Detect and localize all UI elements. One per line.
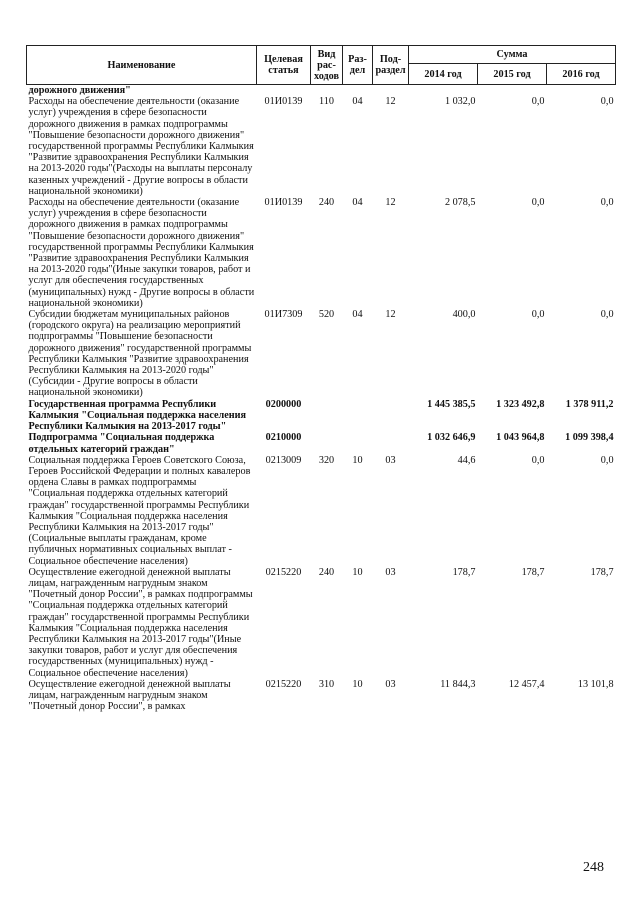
row-2016: 0,0 — [600, 96, 614, 108]
row-2014: 11 844,3 — [440, 678, 476, 690]
row-2015: 1 323 492,8 — [496, 398, 545, 410]
row-kind: 110 — [319, 96, 334, 108]
header-subsection: Под-раздел — [373, 46, 409, 85]
row-section: 04 — [352, 197, 363, 209]
row-2015: 178,7 — [521, 566, 545, 578]
row-kind — [311, 432, 343, 454]
row-2016: 1 378 911,2 — [565, 398, 614, 410]
row-section: 04 — [352, 96, 363, 108]
row-target: 01И0139 — [264, 197, 303, 209]
budget-table — [26, 45, 616, 712]
row-target: 0200000 — [265, 398, 302, 410]
row-target — [257, 85, 311, 97]
row-2014: 44,6 — [457, 454, 476, 466]
row-name: Осуществление ежегодной денежной выплаты лицам, награжденным нагрудным знаком "Почетный донор России", в рамках подпрограммы "Социальная поддержка отдельных категорий граждан" государственной программы Республики Калмыкия "Социальная поддержка населения Республики Калмыкия на 2013-2017 годы"(Иные закупки товаров, работ и услуг для обеспечения государственных (муниципальных) нужд - Социальное обеспечение населения) — [28, 566, 253, 679]
row-2016 — [547, 85, 616, 97]
row-section: 04 — [352, 309, 363, 321]
table-row — [27, 197, 616, 309]
row-subsection — [373, 432, 409, 454]
row-2015: 0,0 — [531, 454, 545, 466]
row-section — [343, 85, 373, 97]
table-row — [27, 85, 616, 97]
table-row — [27, 399, 616, 433]
row-subsection: 12 — [385, 96, 396, 108]
row-target: 0213009 — [265, 454, 302, 466]
row-2015: 12 457,4 — [508, 678, 545, 690]
row-2015: 1 043 964,8 — [496, 432, 545, 444]
row-2014: 1 032 646,9 — [427, 432, 476, 444]
row-2014: 178,7 — [452, 566, 476, 578]
row-section — [343, 399, 373, 433]
row-name: Субсидии бюджетам муниципальных районов (городского округа) на реализацию мероприятий подпрограммы "Повышение безопасности дорожного движения" государственной программы Республики Калмыкия "Развитие здравоохранения Республики Калмыкия на 2013-2020 годы"(Субсидии - Другие вопросы в области национальной экономики) — [28, 309, 252, 399]
table-row — [27, 679, 616, 713]
row-section — [343, 432, 373, 454]
row-subsection — [373, 399, 409, 433]
row-name: Расходы на обеспечение деятельности (оказание услуг) учреждения в сфере безопасности дорожного движения в рамках подпрограммы "Повышение безопасности дорожного движения" государственной программы Республики Калмыкия "Развитие здравоохранения Республики Калмыкия на 2013-2020 годы"(Иные закупки товаров, работ и услуг для обеспечения государственных (муниципальных) нужд - Другие вопросы в области национальной экономики) — [28, 197, 255, 309]
row-section: 10 — [352, 678, 363, 690]
row-target: 01И0139 — [264, 96, 303, 108]
row-subsection: 03 — [385, 454, 396, 466]
row-2016: 0,0 — [600, 197, 614, 209]
row-subsection — [373, 85, 409, 97]
table-row — [27, 309, 616, 399]
row-section: 10 — [352, 566, 363, 578]
header-section: Раз-дел — [343, 46, 373, 85]
row-subsection: 12 — [385, 197, 396, 209]
row-2015 — [478, 85, 547, 97]
row-2015: 0,0 — [531, 309, 545, 321]
header-target: Целевая статья — [257, 46, 311, 85]
row-name: Государственная программа Республики Калмыкия "Социальная поддержка населения Республики Калмыкия на 2013-2017 годы" — [28, 398, 247, 433]
row-name: Расходы на обеспечение деятельности (оказание услуг) учреждения в сфере безопасности дорожного движения в рамках подпрограммы "Повышение безопасности дорожного движения" государственной программы Республики Калмыкия "Развитие здравоохранения Республики Калмыкия на 2013-2020 годы"(Расходы на выплаты персоналу казенных учреждений - Другие вопросы в области национальной экономики) — [28, 96, 254, 197]
row-subsection: 03 — [385, 566, 396, 578]
row-kind: 240 — [318, 566, 335, 578]
row-kind: 240 — [318, 197, 335, 209]
row-kind: 320 — [318, 454, 335, 466]
row-2015: 0,0 — [531, 197, 545, 209]
table-header — [27, 46, 616, 85]
row-subsection: 12 — [385, 309, 396, 321]
row-target: 0215220 — [265, 678, 302, 690]
table-row — [27, 567, 616, 679]
table-body — [27, 85, 616, 713]
table-row — [27, 96, 616, 197]
page-number: 248 — [583, 860, 604, 875]
row-kind — [311, 85, 343, 97]
row-name: Осуществление ежегодной денежной выплаты лицам, награжденным нагрудным знаком "Почетный донор России", в рамках — [28, 678, 231, 713]
row-subsection: 03 — [385, 678, 396, 690]
header-2015: 2015 год — [478, 64, 547, 85]
header-kind: Вид рас-ходов — [311, 46, 343, 85]
row-2015: 0,0 — [531, 96, 545, 108]
row-2014 — [409, 85, 478, 97]
row-section: 10 — [352, 454, 363, 466]
row-2014: 1 032,0 — [444, 96, 476, 108]
row-target: 0215220 — [265, 566, 302, 578]
row-name: Подпрограмма "Социальная поддержка отдельных категорий граждан" — [28, 432, 215, 455]
table-row — [27, 432, 616, 454]
row-2016: 178,7 — [590, 566, 614, 578]
header-sum: Сумма — [409, 46, 616, 64]
row-2016: 1 099 398,4 — [565, 432, 614, 444]
row-2016: 0,0 — [600, 309, 614, 321]
row-kind: 520 — [318, 309, 335, 321]
row-target: 0210000 — [265, 432, 302, 444]
header-name: Наименование — [27, 46, 257, 85]
row-kind — [311, 399, 343, 433]
header-2016: 2016 год — [547, 64, 616, 85]
row-2014: 1 445 385,5 — [427, 398, 476, 410]
table-row — [27, 455, 616, 567]
header-2014: 2014 год — [409, 64, 478, 85]
row-name: дорожного движения" — [28, 85, 131, 96]
row-kind: 310 — [318, 678, 335, 690]
row-2016: 0,0 — [600, 454, 614, 466]
row-target: 01И7309 — [264, 309, 303, 321]
row-2016: 13 101,8 — [577, 678, 614, 690]
row-name: Социальная поддержка Героев Советского Союза, Героев Российской Федерации и полных кавалеров ордена Славы в рамках подпрограммы "Социальная поддержка отдельных категорий граждан" государственной программы Республики Калмыкия "Социальная поддержка населения Республики Калмыкия на 2013-2017 годы"(Социальные выплаты гражданам, кроме публичных нормативных социальных выплат - Социальное обеспечение населения) — [28, 454, 251, 567]
row-2014: 2 078,5 — [444, 197, 476, 209]
row-2014: 400,0 — [452, 309, 476, 321]
